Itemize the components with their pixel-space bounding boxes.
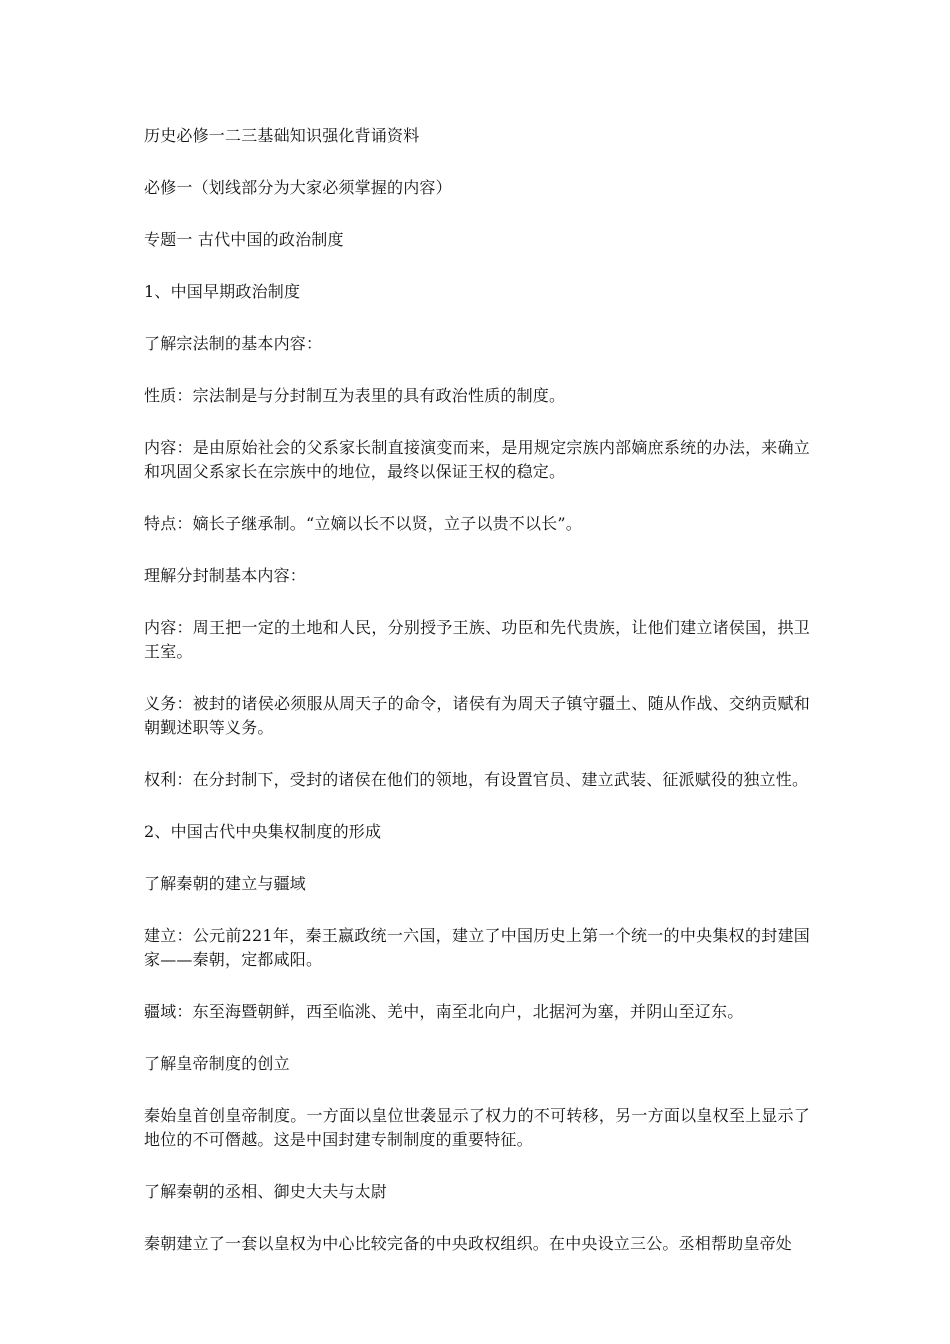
paragraph-zongfa-content: 内容：是由原始社会的父系家长制直接演变而来，是用规定宗族内部嫡庶系统的办法，来确立和巩固父系家长在宗族中的地位，最终以保证王权的稳定。: [144, 438, 810, 481]
section-heading-centralization: 2、中国古代中央集权制度的形成: [144, 822, 382, 841]
subheading-three-ministers: 了解秦朝的丞相、御史大夫与太尉: [144, 1182, 388, 1201]
paragraph-fenfeng-content: 内容：周王把一定的土地和人民，分别授予王族、功臣和先代贵族，让他们建立诸侯国，拱卫王室。: [144, 618, 810, 661]
subheading-emperor-system: 了解皇帝制度的创立: [144, 1054, 290, 1073]
subheading-zongfa: 了解宗法制的基本内容：: [144, 334, 323, 353]
section-heading-early-politics: 1、中国早期政治制度: [144, 282, 301, 301]
subheading-qin-founding: 了解秦朝的建立与疆域: [144, 874, 307, 893]
document-body: [144, 124, 810, 1284]
document-subtitle: 必修一（划线部分为大家必须掌握的内容）: [144, 178, 452, 197]
document-title: 历史必修一二三基础知识强化背诵资料: [144, 126, 420, 145]
paragraph-emperor-system: 秦始皇首创皇帝制度。一方面以皇位世袭显示了权力的不可转移，另一方面以皇权至上显示了地位的不可僭越。这是中国封建专制制度的重要特征。: [144, 1106, 810, 1149]
paragraph-fenfeng-duty: 义务：被封的诸侯必须服从周天子的命令，诸侯有为周天子镇守疆土、随从作战、交纳贡赋和朝觐述职等义务。: [144, 694, 810, 737]
paragraph-zongfa-feature: 特点：嫡长子继承制。“立嫡以长不以贤，立子以贵不以长”。: [144, 514, 582, 533]
paragraph-zongfa-nature: 性质：宗法制是与分封制互为表里的具有政治性质的制度。: [144, 386, 566, 405]
paragraph-three-ministers: 秦朝建立了一套以皇权为中心比较完备的中央政权组织。在中央设立三公。丞相帮助皇帝处: [144, 1234, 793, 1253]
subheading-fenfeng: 理解分封制基本内容：: [144, 566, 307, 585]
paragraph-qin-founding: 建立：公元前221年，秦王嬴政统一六国，建立了中国历史上第一个统一的中央集权的封建国家——秦朝，定都咸阳。: [144, 926, 810, 969]
paragraph-qin-territory: 疆域：东至海暨朝鲜，西至临洮、羌中，南至北向户，北据河为塞，并阴山至辽东。: [144, 1002, 744, 1021]
paragraph-fenfeng-rights: 权利：在分封制下，受封的诸侯在他们的领地，有设置官员、建立武装、征派赋役的独立性。: [144, 770, 809, 789]
section-heading-topic-one: 专题一 古代中国的政治制度: [144, 230, 344, 249]
